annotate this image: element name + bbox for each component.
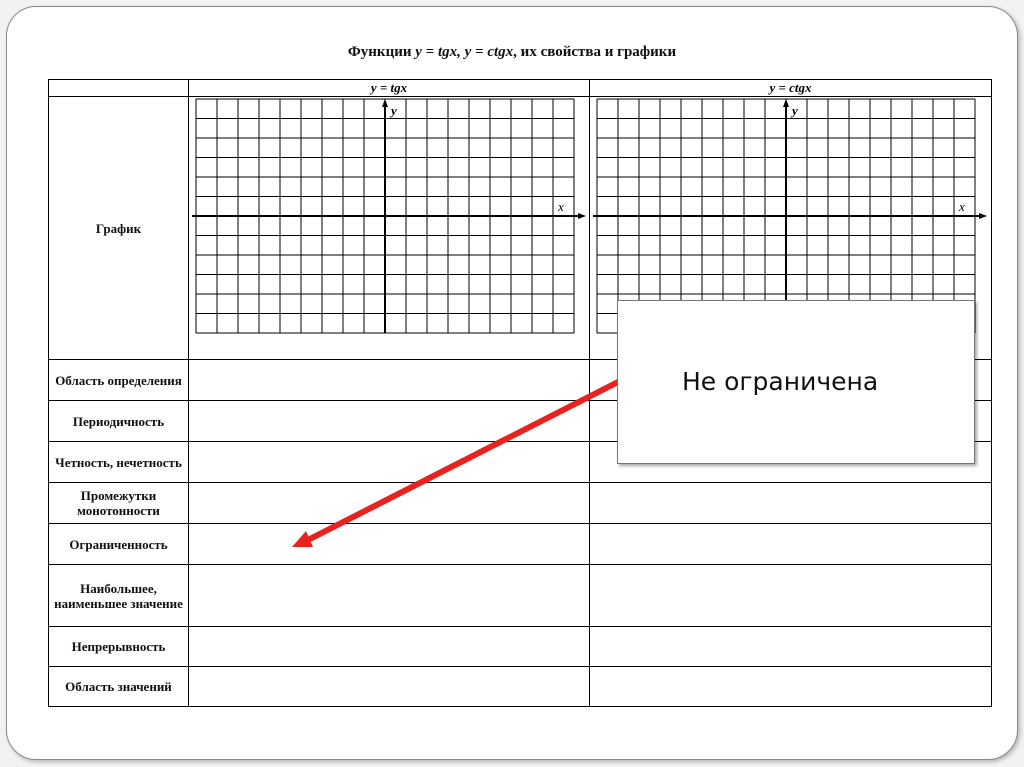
answer-popup bbox=[617, 300, 975, 464]
row-label: Промежутки монотонности bbox=[49, 483, 189, 524]
row-label: Область определения bbox=[49, 360, 189, 401]
y-axis-label: y bbox=[792, 103, 798, 118]
x-axis-label: x bbox=[558, 199, 564, 214]
row-label: Непрерывность bbox=[49, 627, 189, 667]
header-ctg: y = ctgx bbox=[590, 80, 992, 97]
row-label: Четность, нечетность bbox=[49, 442, 189, 483]
row-label: Периодичность bbox=[49, 401, 189, 442]
row-label: Область значений bbox=[49, 667, 189, 707]
popup-text: Не ограничена bbox=[682, 367, 879, 396]
title-formula: y = tgx, y = ctgx bbox=[415, 44, 514, 60]
header-tg: y = tgx bbox=[189, 80, 590, 97]
row-label: Ограниченность bbox=[49, 524, 189, 565]
title-prefix: Функции bbox=[347, 44, 416, 60]
row-label-graph: График bbox=[49, 97, 189, 360]
x-axis-label: x bbox=[959, 199, 965, 214]
title-suffix: , их свойства и графики bbox=[513, 44, 677, 60]
row-label: Наибольшее, наименьшее значение bbox=[49, 565, 189, 627]
y-axis-label: y bbox=[391, 103, 397, 118]
red-arrow-shaft bbox=[302, 381, 620, 543]
